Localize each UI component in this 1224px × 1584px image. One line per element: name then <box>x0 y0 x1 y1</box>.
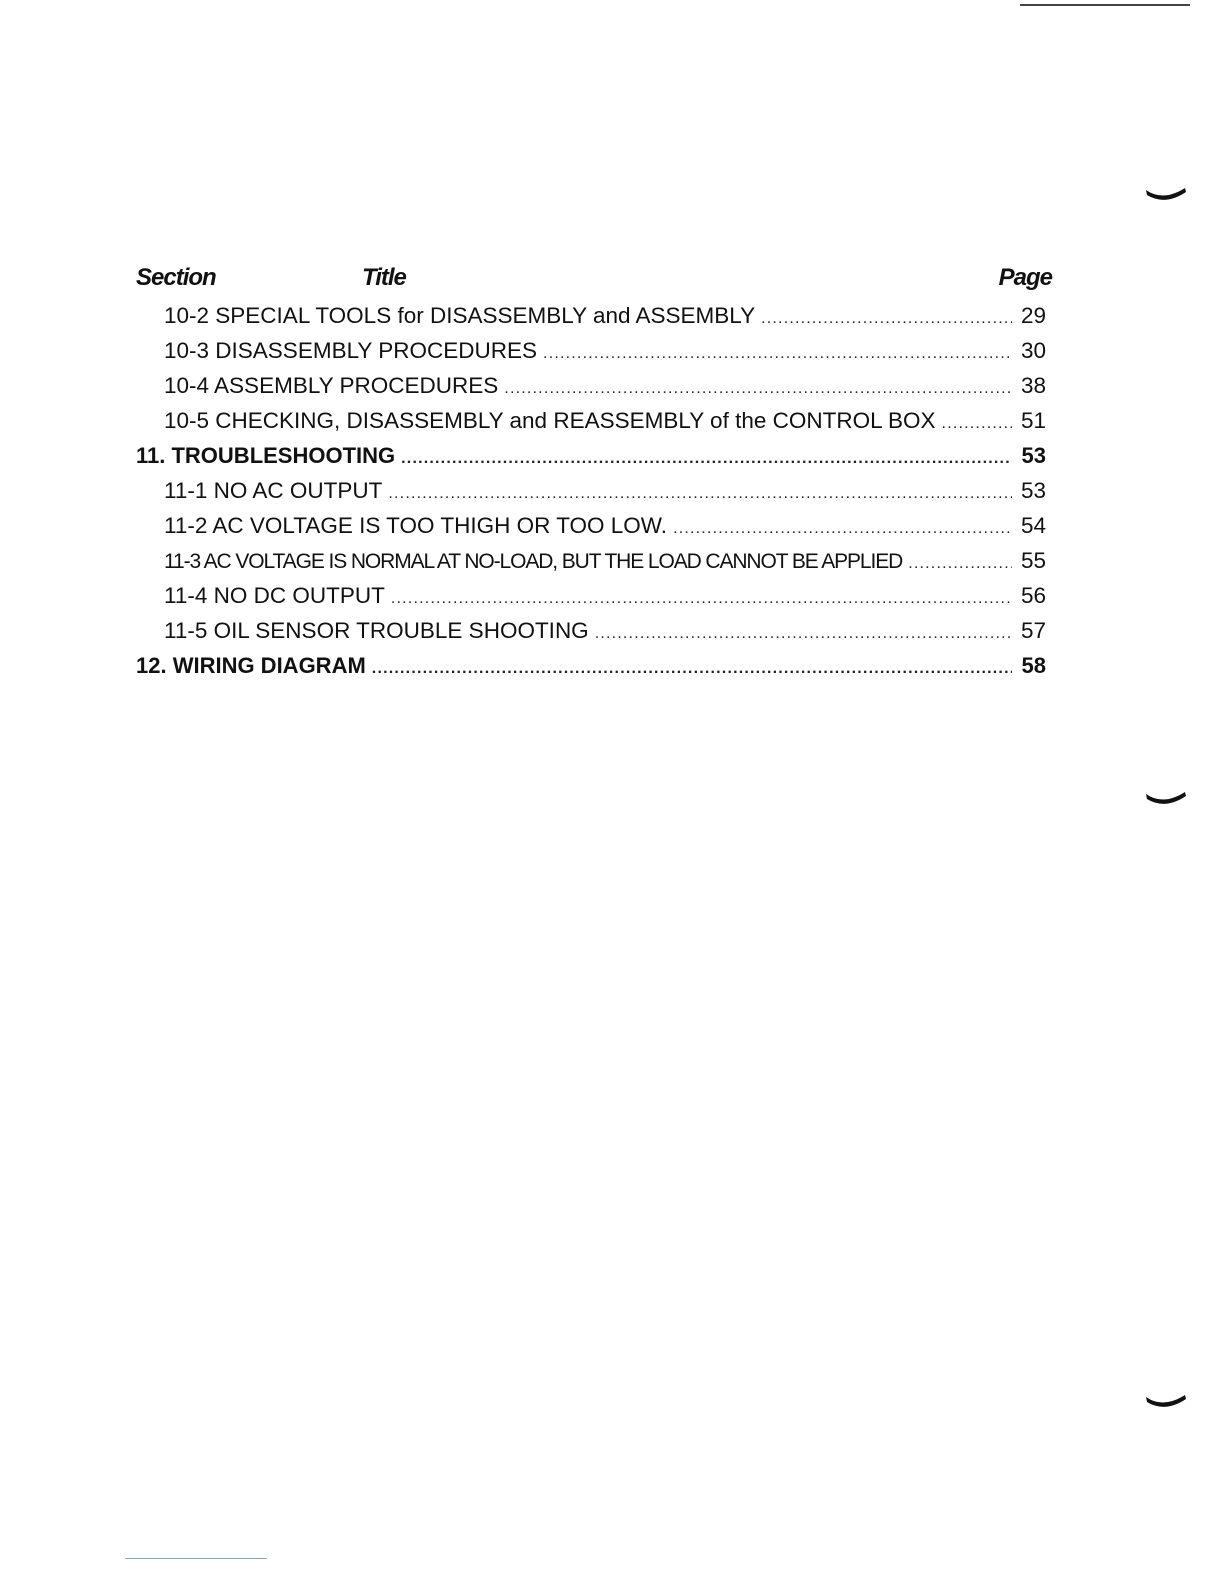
toc-entry[interactable] <box>136 333 1046 368</box>
dot-leader <box>908 546 1012 581</box>
toc-entry-page: 53 <box>1021 443 1046 468</box>
toc-entry[interactable] <box>136 613 1046 648</box>
bottom-edge-rule <box>125 1558 267 1559</box>
toc-entry[interactable] <box>136 298 1046 333</box>
toc-entry[interactable] <box>136 403 1046 438</box>
toc-entry-title: 11-4 NO DC OUTPUT <box>164 583 385 608</box>
toc-section-entry[interactable] <box>136 648 1046 683</box>
toc-entry[interactable] <box>136 508 1046 543</box>
binder-hole-mark-icon <box>1145 1393 1187 1411</box>
toc-entry-page: 56 <box>1020 583 1046 608</box>
toc-entry-title: 10-5 CHECKING, DISASSEMBLY and REASSEMBLY of the CONTROL BOX <box>164 408 936 433</box>
dot-leader <box>595 616 1012 651</box>
dot-leader <box>372 651 1012 686</box>
toc-entry-page: 51 <box>1020 408 1046 433</box>
dot-leader <box>391 581 1012 616</box>
dot-leader <box>673 511 1012 546</box>
toc-entry[interactable] <box>136 578 1046 613</box>
toc-entry-page: 30 <box>1020 338 1046 363</box>
title-column-heading: Title <box>362 264 406 291</box>
toc-header <box>136 264 1052 296</box>
toc-entry-title: 11-2 AC VOLTAGE IS TOO THIGH OR TOO LOW. <box>164 513 668 538</box>
toc-entry-title: 10-2 SPECIAL TOOLS for DISASSEMBLY and ASSEMBLY <box>164 303 756 328</box>
dot-leader <box>942 406 1012 441</box>
toc-entry-page: 55 <box>1020 548 1046 573</box>
binder-hole-mark-icon <box>1145 790 1187 808</box>
toc-entry-page: 58 <box>1021 653 1046 678</box>
toc-entry-title: 11-3 AC VOLTAGE IS NORMAL AT NO-LOAD, BUT THE LOAD CANNOT BE APPLIED <box>164 550 903 573</box>
toc-entry-title: 12. WIRING DIAGRAM <box>136 653 366 678</box>
dot-leader <box>388 476 1012 511</box>
toc-entry-title: 11. TROUBLESHOOTING <box>136 443 396 468</box>
toc-entry-title: 10-3 DISASSEMBLY PROCEDURES <box>164 338 538 363</box>
toc-entry-title: 10-4 ASSEMBLY PROCEDURES <box>164 373 499 398</box>
binder-hole-mark-icon <box>1145 186 1187 204</box>
toc-entry[interactable] <box>136 473 1046 508</box>
toc-entry-title: 11-5 OIL SENSOR TROUBLE SHOOTING <box>164 618 589 643</box>
page-column-heading: Page <box>998 264 1052 291</box>
toc-entry-title: 11-1 NO AC OUTPUT <box>164 478 383 503</box>
section-column-heading: Section <box>136 264 216 291</box>
dot-leader <box>401 441 1012 476</box>
toc-entry-page: 57 <box>1020 618 1046 643</box>
dot-leader <box>543 336 1012 371</box>
toc-entry-page: 54 <box>1020 513 1046 538</box>
toc-section-entry[interactable] <box>136 438 1046 473</box>
top-edge-rule <box>1020 4 1190 6</box>
toc-entry[interactable] <box>136 368 1046 403</box>
table-of-contents <box>136 298 1046 683</box>
toc-entry-page: 38 <box>1020 373 1046 398</box>
toc-entry-page: 29 <box>1020 303 1046 328</box>
toc-entry-page: 53 <box>1020 478 1046 503</box>
dot-leader <box>761 301 1012 336</box>
toc-entry[interactable] <box>136 543 1046 578</box>
dot-leader <box>504 371 1012 406</box>
